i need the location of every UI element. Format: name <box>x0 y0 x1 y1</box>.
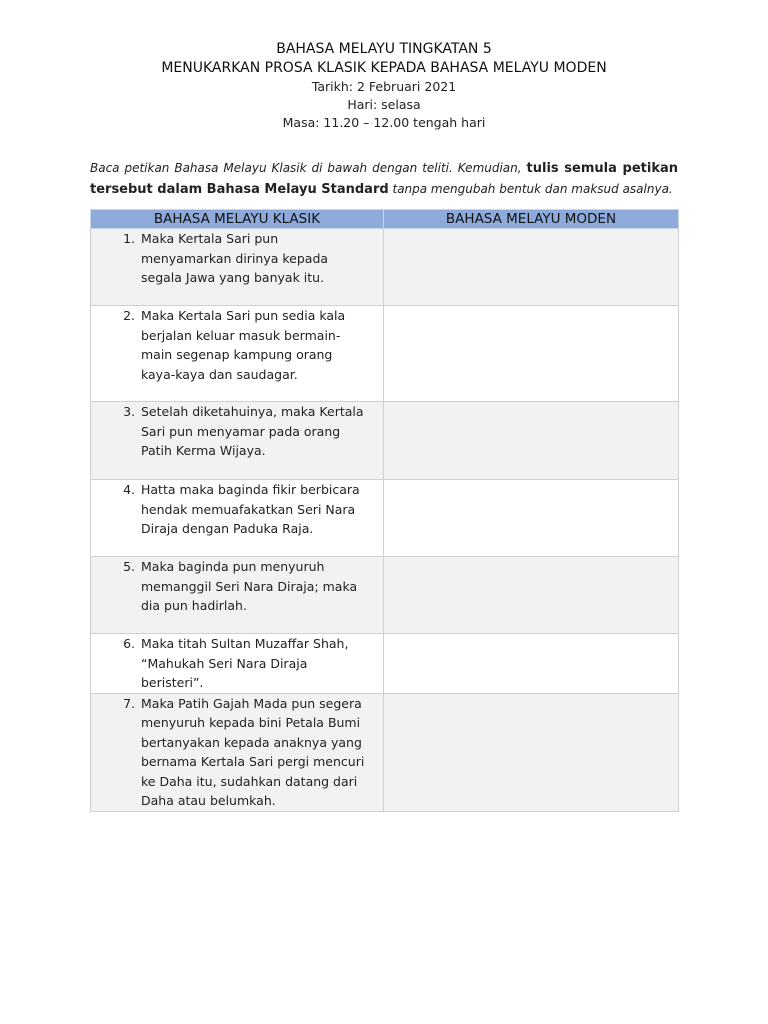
translation-table <box>90 209 679 812</box>
moden-answer-cell[interactable] <box>384 229 679 306</box>
instruction-bold: tulis semula petikan tersebut dalam Bahasa Melayu Standard <box>90 161 678 197</box>
klasik-cell <box>91 402 384 480</box>
column-header-klasik: BAHASA MELAYU KLASIK <box>91 210 384 229</box>
klasik-cell <box>91 306 384 402</box>
day-line: Hari: selasa <box>347 97 421 112</box>
klasik-text: Maka Kertala Sari pun menyamarkan dirinya kepada segala Jawa yang banyak itu. <box>141 231 329 285</box>
table-row <box>91 693 679 811</box>
table-row <box>91 557 679 634</box>
klasik-cell <box>91 557 384 634</box>
klasik-text: Hatta maka baginda fikir berbicara hendak memuafakatkan Seri Nara Diraja dengan Paduka Raja. <box>141 482 360 536</box>
row-number: 5. <box>123 559 135 574</box>
moden-answer-cell[interactable] <box>384 557 679 634</box>
moden-answer-cell[interactable] <box>384 306 679 402</box>
klasik-text: Setelah diketahuinya, maka Kertala Sari pun menyamar pada orang Patih Kerma Wijaya. <box>141 404 364 458</box>
document-header <box>0 40 768 132</box>
klasik-text: Maka Patih Gajah Mada pun segera menyuruh kepada bini Petala Bumi bertanyakan kepada anaknya yang bernama Kertala Sari pergi mencuri ke Daha itu, sudahkan datang dari Daha atau belumkah. <box>141 695 365 808</box>
table-row <box>91 229 679 306</box>
klasik-text: Maka Kertala Sari pun sedia kala berjalan keluar masuk bermain-main segenap kampung orang kaya-kaya dan saudagar. <box>141 308 346 382</box>
klasik-cell <box>91 480 384 557</box>
table-header-row <box>91 210 679 229</box>
moden-answer-cell[interactable] <box>384 480 679 557</box>
time-line: Masa: 11.20 – 12.00 tengah hari <box>282 115 486 130</box>
klasik-cell <box>91 229 384 306</box>
row-number: 2. <box>123 308 135 323</box>
moden-answer-cell[interactable] <box>384 693 679 811</box>
table-row <box>91 480 679 557</box>
row-number: 1. <box>123 231 135 246</box>
document-title: BAHASA MELAYU TINGKATAN 5 <box>276 41 492 57</box>
instruction-italic-1: Baca petikan Bahasa Melayu Klasik di bawah dengan teliti. Kemudian, <box>90 161 527 175</box>
table-row <box>91 402 679 480</box>
row-number: 3. <box>123 404 135 419</box>
row-number: 4. <box>123 482 135 497</box>
klasik-cell <box>91 634 384 694</box>
table-row <box>91 634 679 694</box>
row-number: 7. <box>123 695 135 711</box>
row-number: 6. <box>123 636 135 651</box>
instruction-italic-2: tanpa mengubah bentuk dan maksud asalnya. <box>388 182 673 196</box>
moden-answer-cell[interactable] <box>384 634 679 694</box>
instructions-paragraph <box>90 158 678 200</box>
klasik-cell <box>91 693 384 811</box>
column-header-moden: BAHASA MELAYU MODEN <box>384 210 679 229</box>
klasik-text: Maka titah Sultan Muzaffar Shah, “Mahukah Seri Nara Diraja beristeri”. <box>141 636 349 690</box>
moden-answer-cell[interactable] <box>384 402 679 480</box>
table-row <box>91 306 679 402</box>
date-line: Tarikh: 2 Februari 2021 <box>311 79 457 94</box>
klasik-text: Maka baginda pun menyuruh memanggil Seri Nara Diraja; maka dia pun hadirlah. <box>141 559 358 613</box>
document-subtitle: MENUKARKAN PROSA KLASIK KEPADA BAHASA MELAYU MODEN <box>161 60 607 76</box>
